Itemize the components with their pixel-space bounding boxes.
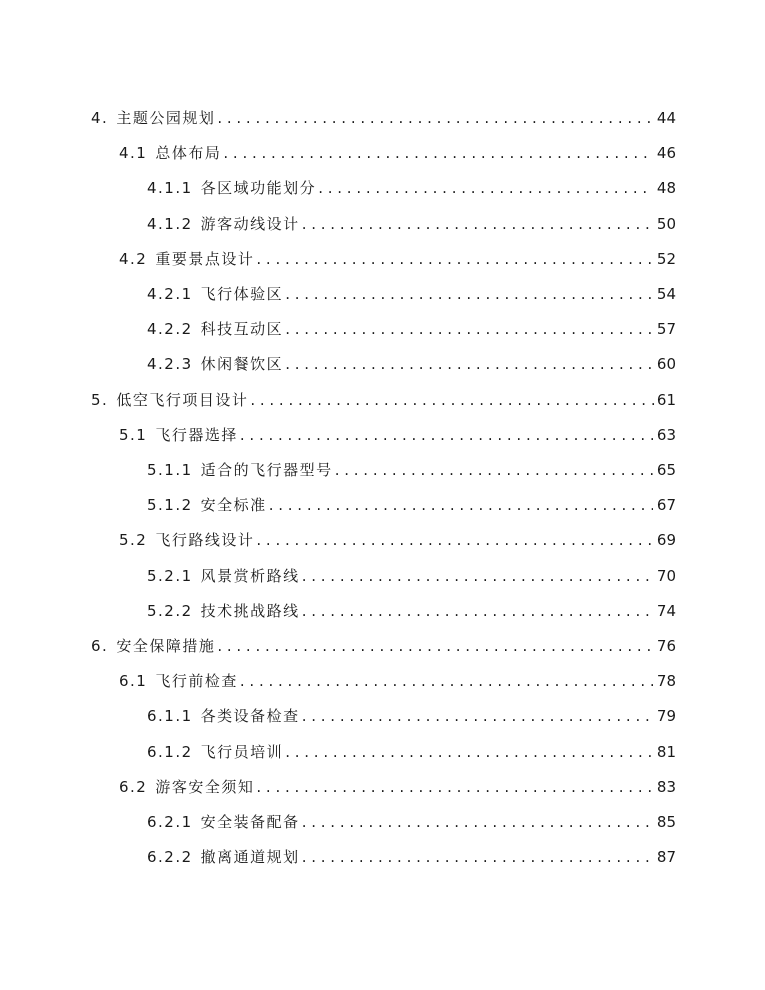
toc-entry-page-number: 83 [656, 777, 676, 796]
toc-entry-page-number: 44 [656, 109, 676, 127]
toc-entry-page-number: 74 [656, 601, 676, 620]
dot-leader [256, 250, 653, 268]
toc-entry[interactable] [119, 424, 676, 446]
toc-entry-page-number: 54 [656, 285, 676, 303]
toc-entry-page-number: 48 [656, 179, 676, 198]
toc-entry[interactable] [91, 635, 676, 657]
toc-entry-number: 5.1.1 [147, 461, 193, 479]
toc-entry-number: 6.1.1 [147, 707, 193, 726]
toc-entry-page-number: 76 [656, 637, 676, 655]
toc-entry[interactable] [147, 741, 676, 763]
toc-entry-number: 5.2 [119, 531, 148, 550]
toc-entry-page-number: 70 [656, 566, 676, 585]
dot-leader [223, 144, 653, 162]
dot-leader [217, 637, 655, 655]
toc-entry[interactable] [147, 459, 676, 481]
toc-entry-title: 重要景点设计 [155, 249, 255, 268]
toc-entry-number: 4.2.1 [147, 285, 193, 303]
toc-entry-number: 5.2.2 [147, 601, 193, 620]
toc-entry[interactable] [119, 142, 676, 164]
toc-entry-title: 安全保障措施 [116, 637, 216, 655]
dot-leader [240, 672, 653, 690]
toc-entry-number: 4.2 [119, 249, 148, 268]
toc-entry-title: 安全装备配备 [200, 813, 300, 831]
toc-entry-number: 6.2 [119, 777, 148, 796]
toc-entry-title: 科技互动区 [200, 320, 284, 339]
dot-leader [302, 848, 653, 866]
dot-leader [240, 426, 653, 444]
toc-entry-title: 总体布局 [155, 144, 222, 163]
toc-entry-number: 4.1 [119, 144, 148, 163]
dot-leader [269, 496, 653, 514]
toc-entry-number: 6.1 [119, 672, 148, 691]
toc-entry-number: 5. [91, 390, 109, 409]
dot-leader [256, 531, 653, 549]
toc-entry-page-number: 50 [656, 214, 676, 233]
toc-entry-page-number: 60 [656, 355, 676, 374]
dot-leader [302, 602, 653, 620]
toc-entry[interactable] [119, 776, 676, 798]
toc-entry-title: 风景赏析路线 [200, 566, 300, 585]
toc-entry-title: 低空飞行项目设计 [116, 390, 249, 409]
toc-entry[interactable] [147, 213, 676, 235]
toc-entry-page-number: 81 [656, 742, 676, 761]
toc-entry-page-number: 57 [656, 320, 676, 339]
toc-entry-number: 4. [91, 109, 109, 127]
toc-entry-number: 4.1.2 [147, 214, 193, 233]
toc-entry[interactable] [147, 811, 676, 833]
toc-entry-page-number: 78 [656, 672, 676, 691]
toc-entry-page-number: 52 [656, 249, 676, 268]
toc-entry[interactable] [147, 600, 676, 622]
toc-entry-page-number: 67 [656, 496, 676, 515]
toc-entry-number: 5.1.2 [147, 496, 193, 515]
toc-entry-number: 6.2.2 [147, 848, 193, 867]
toc-entry-page-number: 65 [656, 461, 676, 479]
toc-entry-title: 休闲餐饮区 [200, 355, 284, 374]
toc-entry-page-number: 85 [656, 813, 676, 831]
toc-entry[interactable] [119, 670, 676, 692]
toc-entry-page-number: 87 [656, 848, 676, 867]
toc-entry-page-number: 69 [656, 531, 676, 550]
toc-entry[interactable] [91, 389, 676, 411]
toc-entry[interactable] [147, 318, 676, 340]
toc-entry-title: 飞行器选择 [155, 425, 238, 444]
dot-leader [256, 778, 653, 796]
toc-entry[interactable] [119, 248, 676, 270]
toc-entry-title: 游客安全须知 [155, 777, 255, 796]
toc-entry-number: 4.2.2 [147, 320, 193, 339]
dot-leader [302, 707, 653, 725]
dot-leader [335, 461, 653, 479]
toc-entry-number: 6.1.2 [147, 742, 193, 761]
toc-entry-number: 5.2.1 [147, 566, 193, 585]
toc-entry[interactable] [147, 494, 676, 516]
toc-entry[interactable] [147, 565, 676, 587]
dot-leader [285, 743, 653, 761]
toc-entry-number: 5.1 [119, 425, 148, 444]
toc-entry[interactable] [91, 107, 676, 129]
toc-entry[interactable] [147, 283, 676, 305]
toc-entry-title: 飞行员培训 [200, 742, 284, 761]
toc-entry-number: 4.1.1 [147, 179, 193, 198]
toc-entry-title: 适合的飞行器型号 [200, 461, 333, 479]
toc-entry-page-number: 79 [656, 707, 676, 726]
toc-entry-title: 技术挑战路线 [200, 601, 300, 620]
toc-entry-title: 撤离通道规划 [200, 848, 300, 867]
toc-entry-title: 飞行前检查 [155, 672, 238, 691]
dot-leader [217, 109, 655, 127]
toc-entry-title: 主题公园规划 [116, 109, 216, 127]
dot-leader [285, 355, 653, 373]
toc-entry-title: 游客动线设计 [200, 214, 300, 233]
dot-leader [302, 567, 653, 585]
dot-leader [318, 179, 653, 197]
toc-entry-page-number: 63 [656, 425, 676, 444]
toc-entry[interactable] [147, 846, 676, 868]
toc-entry-title: 安全标准 [200, 496, 267, 515]
toc-entry-title: 各类设备检查 [200, 707, 300, 726]
toc-entry[interactable] [147, 177, 676, 199]
toc-entry-number: 6.2.1 [147, 813, 193, 831]
toc-entry[interactable] [147, 353, 676, 375]
toc-entry-title: 飞行体验区 [200, 285, 284, 303]
toc-entry-page-number: 46 [656, 144, 676, 163]
toc-entry[interactable] [119, 529, 676, 551]
toc-entry[interactable] [147, 705, 676, 727]
dot-leader [285, 320, 653, 338]
dot-leader [285, 285, 653, 303]
toc-entry-number: 6. [91, 637, 109, 655]
dot-leader [302, 215, 653, 233]
toc-entry-number: 4.2.3 [147, 355, 193, 374]
toc-entry-title: 各区域功能划分 [200, 179, 317, 198]
toc-entry-page-number: 61 [656, 390, 676, 409]
dot-leader [302, 813, 653, 831]
toc-entry-title: 飞行路线设计 [155, 531, 255, 550]
dot-leader [250, 391, 655, 409]
